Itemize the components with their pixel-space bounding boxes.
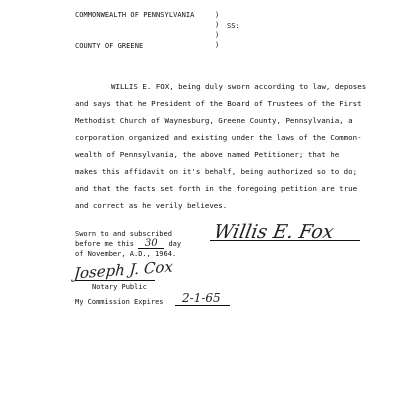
commission-date-line: [175, 305, 230, 306]
caption-brace-2: ): [215, 21, 220, 29]
body-line-3: Methodist Church of Waynesburg, Greene County, Pennsylvania, a: [75, 116, 353, 125]
body-line-8: and correct as he verily believes.: [75, 201, 228, 210]
caption-county: COUNTY OF GREENE: [75, 42, 144, 50]
body-line-4: corporation organized and existing under the laws of the Common-: [75, 133, 362, 142]
caption-ss: SS:: [227, 22, 240, 30]
jurat-line-2-prefix: before me this: [75, 240, 135, 248]
body-line-5: wealth of Pennsylvania, the above named Petitioner; that he: [75, 150, 340, 159]
commission-label: My Commission Expires: [75, 298, 164, 306]
body-line-2: and says that he President of the Board of Trustees of the First: [75, 99, 362, 108]
caption-brace-4: ): [215, 41, 220, 49]
jurat-day-handwritten: 30: [138, 240, 164, 249]
jurat-line-2-suffix: day: [168, 240, 182, 248]
jurat-line-3: of November, A.D., 1964.: [75, 250, 177, 258]
caption-brace-3: ): [215, 31, 220, 39]
notary-signature-line: [75, 280, 155, 281]
affiant-signature: Willis E. Fox: [212, 221, 336, 243]
caption-brace-1: ): [215, 11, 220, 19]
caption-commonwealth: COMMONWEALTH OF PENNSYLVANIA: [75, 11, 195, 19]
jurat-line-1: Sworn to and subscribed: [75, 230, 172, 238]
body-line-7: and that the facts set forth in the foregoing petition are true: [75, 184, 358, 193]
body-line-1: WILLIS E. FOX, being duly sworn according to law, deposes: [111, 82, 367, 91]
notary-title: Notary Public: [92, 283, 147, 291]
commission-date-handwritten: 2-1-65: [182, 291, 221, 305]
jurat-line-2: [75, 240, 181, 249]
notary-signature: Joseph J. Cox: [73, 257, 174, 283]
body-line-6: makes this affidavit on it's behalf, being authorized so to do;: [75, 167, 358, 176]
